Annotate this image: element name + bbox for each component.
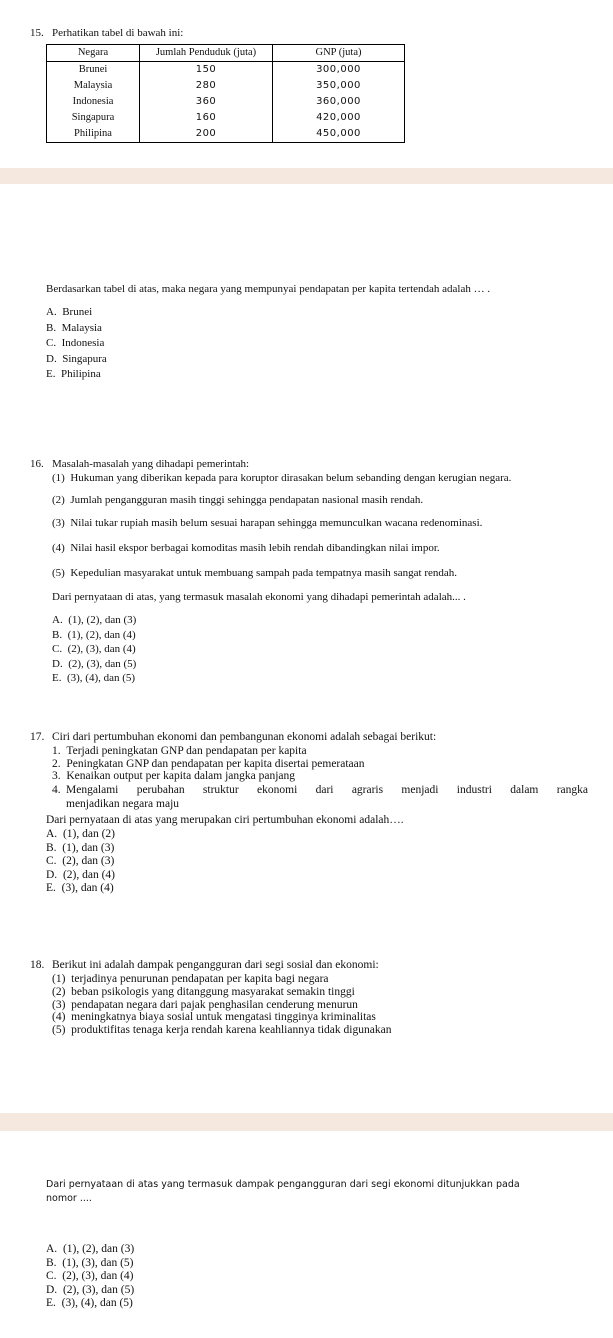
- option-b[interactable]: B. (1), (2), dan (4): [52, 628, 136, 641]
- header-penduduk: Jumlah Penduduk (juta): [140, 45, 273, 62]
- option-a[interactable]: A. (1), (2), dan (3): [52, 614, 137, 626]
- option-c[interactable]: C. (2), (3), dan (4): [52, 643, 136, 655]
- q18-number: 18.: [30, 959, 45, 971]
- table-row: [47, 78, 405, 94]
- q18-intro: Berikut ini adalah dampak pengangguran dari segi sosial dan ekonomi:: [52, 959, 379, 971]
- q17-options: [46, 828, 115, 896]
- option-a[interactable]: A. (1), (2), dan (3): [46, 1243, 135, 1255]
- q18-items: [52, 973, 391, 1037]
- q16-number: 16.: [30, 458, 44, 470]
- cell-gnp: 350,000: [273, 78, 405, 94]
- cell-population: 360: [140, 94, 273, 110]
- cell-country: Malaysia: [47, 78, 140, 94]
- option-b[interactable]: B. (1), (3), dan (5): [46, 1256, 134, 1269]
- q18-item-5: (5) produktifitas tenaga kerja rendah karena keahliannya tidak digunakan: [52, 1024, 392, 1037]
- cell-gnp: 420,000: [273, 110, 405, 126]
- q17-number: 17.: [30, 731, 45, 743]
- option-e[interactable]: E. Philipina: [46, 368, 101, 380]
- q16-item-3: (3) Nilai tukar rupiah masih belum sesuai harapan sehingga memunculkan wacana redenominasi.: [52, 517, 483, 529]
- option-a[interactable]: A. Brunei: [46, 306, 93, 318]
- cell-gnp: 450,000: [273, 126, 405, 143]
- cell-population: 200: [140, 126, 273, 143]
- option-c[interactable]: C. Indonesia: [46, 337, 105, 349]
- table-row: [47, 126, 405, 143]
- cell-gnp: 300,000: [273, 62, 405, 79]
- q16-item-2: (2) Jumlah pengangguran masih tinggi sehingga pendapatan nasional masih rendah.: [52, 494, 424, 506]
- q16-item-4: (4) Nilai hasil ekspor berbagai komoditas masih lebih rendah dibandingkan nilai impor.: [52, 542, 440, 554]
- q16-item-1: (1) Hukuman yang diberikan kepada para koruptor dirasakan belum sebanding dengan kerugian negara.: [52, 472, 512, 484]
- cell-population: 160: [140, 110, 273, 126]
- q17-item-4-text: Mengalami perubahan struktur ekonomi dari agraris menjadi industri dalam rangka: [66, 784, 588, 796]
- q17-items: [52, 745, 365, 783]
- option-c[interactable]: C. (2), dan (3): [46, 855, 115, 868]
- option-a[interactable]: A. (1), dan (2): [46, 828, 115, 840]
- q16-options: [52, 613, 136, 686]
- q18-question-line-1: Dari pernyataan di atas yang termasuk dampak pengangguran dari segi ekonomi ditunjukkan pada: [46, 1179, 520, 1190]
- q15-number: 15.: [30, 27, 44, 39]
- option-e[interactable]: E. (3), (4), dan (5): [46, 1297, 133, 1310]
- option-e[interactable]: E. (3), dan (4): [46, 882, 114, 895]
- q17-item-3: 3. Kenaikan output per kapita dalam jangka panjang: [52, 770, 296, 783]
- cell-gnp: 360,000: [273, 94, 405, 110]
- option-d[interactable]: D. (2), (3), dan (5): [46, 1283, 135, 1296]
- q16-intro: Masalah-masalah yang dihadapi pemerintah:: [52, 458, 250, 470]
- table-row: [47, 62, 405, 79]
- header-gnp: GNP (juta): [273, 45, 405, 62]
- cell-country: Philipina: [47, 126, 140, 143]
- q18-item-2: (2) beban psikologis yang ditanggung masyarakat semakin tinggi: [52, 985, 355, 998]
- cell-country: Indonesia: [47, 94, 140, 110]
- option-d[interactable]: D. (2), (3), dan (5): [52, 657, 137, 670]
- q15-options: [46, 305, 107, 383]
- cell-population: 280: [140, 78, 273, 94]
- option-c[interactable]: C. (2), (3), dan (4): [46, 1270, 134, 1283]
- q17-item-4-num: 4.: [52, 784, 61, 796]
- table-row: [47, 110, 405, 126]
- table-header-row: [47, 45, 405, 62]
- option-e[interactable]: E. (3), (4), dan (5): [52, 672, 136, 684]
- page-break-band: [0, 168, 613, 184]
- q17-question: Dari pernyataan di atas yang merupakan ciri pertumbuhan ekonomi adalah….: [46, 814, 404, 826]
- q16-question: Dari pernyataan di atas, yang termasuk masalah ekonomi yang dihadapi pemerintah adalah... .: [52, 591, 466, 603]
- q18-item-3: (3) pendapatan negara dari pajak penghasilan cenderung menurun: [52, 998, 358, 1011]
- q15-table: [46, 44, 405, 143]
- table-row: [47, 94, 405, 110]
- option-b[interactable]: B. Malaysia: [46, 321, 102, 334]
- q17-item-2: 2. Peningkatan GNP dan pendapatan per kapita disertai pemerataan: [52, 757, 365, 770]
- q18-item-1: (1) terjadinya penurunan pendapatan per kapita bagi negara: [52, 973, 329, 985]
- q17-item-1: 1. Terjadi peningkatan GNP dan pendapatan per kapita: [52, 745, 307, 757]
- q18-question-line-2: nomor ....: [46, 1193, 92, 1204]
- cell-population: 150: [140, 62, 273, 79]
- q17-item-4-cont: menjadikan negara maju: [66, 798, 180, 810]
- option-b[interactable]: B. (1), dan (3): [46, 841, 115, 854]
- q17-intro: Ciri dari pertumbuhan ekonomi dan pembangunan ekonomi adalah sebagai berikut:: [52, 731, 437, 743]
- q18-options: [46, 1243, 134, 1311]
- option-d[interactable]: D. (2), dan (4): [46, 868, 115, 881]
- cell-country: Brunei: [47, 62, 140, 79]
- option-d[interactable]: D. Singapura: [46, 352, 107, 365]
- header-negara: Negara: [47, 45, 140, 62]
- page-break-band: [0, 1113, 613, 1131]
- q16-item-5: (5) Kepedulian masyarakat untuk membuang sampah pada tempatnya masih sangat rendah.: [52, 567, 458, 579]
- q15-intro: Perhatikan tabel di bawah ini:: [52, 27, 184, 39]
- q18-item-4: (4) meningkatnya biaya sosial untuk mengatasi tingginya kriminalitas: [52, 1011, 376, 1024]
- cell-country: Singapura: [47, 110, 140, 126]
- q15-question: Berdasarkan tabel di atas, maka negara yang mempunyai pendapatan per kapita tertendah adalah … .: [46, 283, 491, 295]
